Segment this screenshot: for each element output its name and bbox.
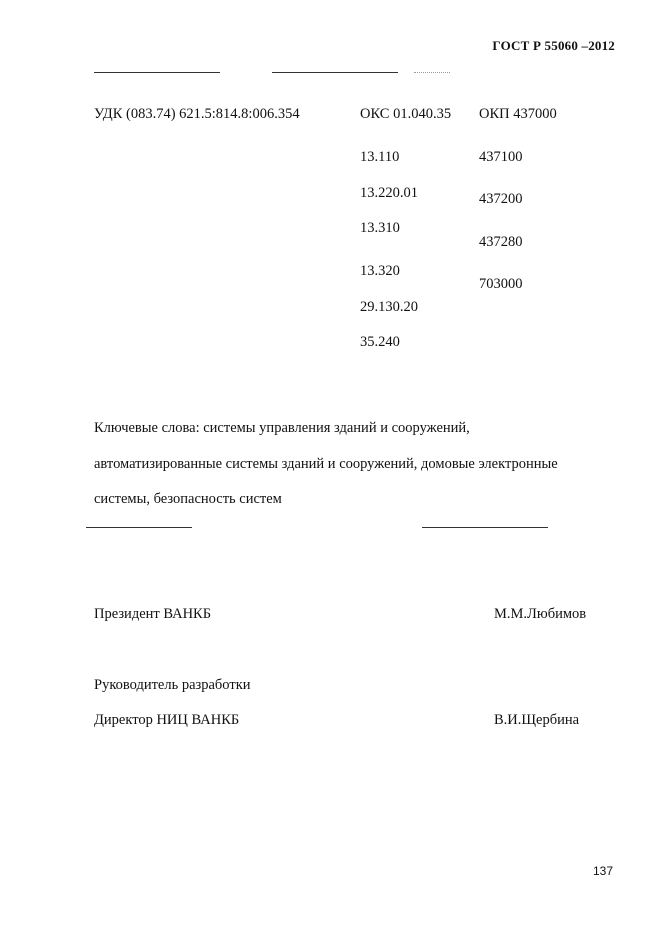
mid-rule-left <box>86 527 192 528</box>
okp-code: 703000 <box>479 276 523 292</box>
okp-label: ОКП 437000 <box>479 106 557 122</box>
oks-code: 13.320 <box>360 263 400 279</box>
top-rule-right <box>272 72 398 73</box>
standard-header: ГОСТ Р 55060 –2012 <box>492 38 615 53</box>
director-name: В.И.Щербина <box>494 712 580 728</box>
oks-code: 13.310 <box>360 220 400 236</box>
president-title: Президент ВАНКБ <box>94 606 212 622</box>
okp-code: 437100 <box>479 149 523 165</box>
faint-dots-mark <box>414 66 450 73</box>
oks-code: 13.220.01 <box>360 185 418 201</box>
keywords-line-3: системы, безопасность систем <box>94 491 282 507</box>
udk-code: УДК (083.74) 621.5:814.8:006.354 <box>94 106 300 122</box>
oks-code: 13.110 <box>360 149 400 165</box>
oks-code: 35.240 <box>360 334 400 350</box>
lead-title: Руководитель разработки <box>94 677 251 693</box>
president-name: М.М.Любимов <box>494 606 587 622</box>
oks-label: ОКС 01.040.35 <box>360 106 452 122</box>
page-number: 137 <box>592 864 613 878</box>
director-title: Директор НИЦ ВАНКБ <box>94 712 240 728</box>
mid-rule-right <box>422 527 548 528</box>
oks-code: 29.130.20 <box>360 299 418 315</box>
keywords-line-2: автоматизированные системы зданий и сооружений, домовые электронные <box>94 456 558 472</box>
keywords-line-1: Ключевые слова: системы управления зданий и сооружений, <box>94 420 470 436</box>
top-rule-left <box>94 72 220 73</box>
okp-code: 437200 <box>479 191 523 207</box>
okp-code: 437280 <box>479 234 523 250</box>
